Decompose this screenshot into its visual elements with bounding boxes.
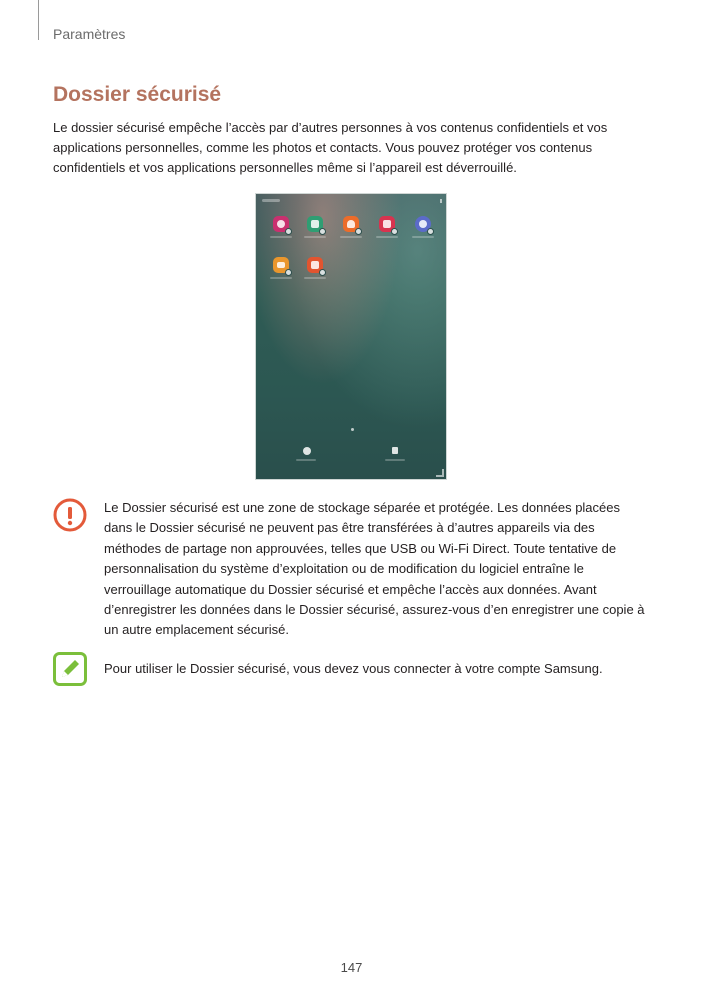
settings-app-icon — [273, 216, 289, 232]
internet-app-icon — [415, 216, 431, 232]
secure-folder-screenshot — [255, 193, 447, 480]
tip-text: Pour utiliser le Dossier sécurisé, vous devez vous connecter à votre compte Samsung. — [104, 661, 603, 676]
warning-text: Le Dossier sécurisé est une zone de stockage séparée et protégée. Les données placées dans le Dossier sécurisé ne peuvent pas être transférées à d’autres appareils via des méthodes de partage non approuvées, telles que USB ou Wi-Fi Direct. Toute tentative de personnalisation du système d’exploitation ou de modification du logiciel entraîne le verrouillage automatique du Dossier sécurisé et empêche l’accès aux données. Avant d’enregistrer les données dans le Dossier sécurisé, assurez-vous d’en enregistrer une copie à un autre emplacement sécurisé. — [104, 500, 645, 638]
note-pencil-icon — [53, 652, 87, 686]
my-files-app-icon — [273, 257, 289, 273]
chapter-header: Paramètres — [53, 26, 126, 42]
dock-left-icon — [303, 447, 311, 455]
corner-handle — [436, 469, 444, 477]
tip-note — [53, 652, 651, 686]
page-number: 147 — [340, 960, 363, 975]
page-indicator — [351, 428, 354, 431]
warning-note — [53, 498, 651, 638]
section-title: Dossier sécurisé — [53, 83, 222, 106]
intro-paragraph: Le dossier sécurisé empêche l’accès par d’autres personnes à vos contenus confidentiels et vos applications personnelles, comme les photos et contacts. Vous pouvez protéger vos contenus confidentiels et vos applications personnelles même si l’appareil est déverrouillé. — [53, 120, 608, 175]
gallery-app-icon — [307, 216, 323, 232]
camera-app-icon — [379, 216, 395, 232]
status-bar — [262, 199, 442, 203]
contacts-app-icon — [343, 216, 359, 232]
warning-icon — [53, 498, 87, 532]
dock-right-icon — [392, 447, 398, 454]
add-apps-icon — [307, 257, 323, 273]
header-divider — [38, 0, 39, 40]
